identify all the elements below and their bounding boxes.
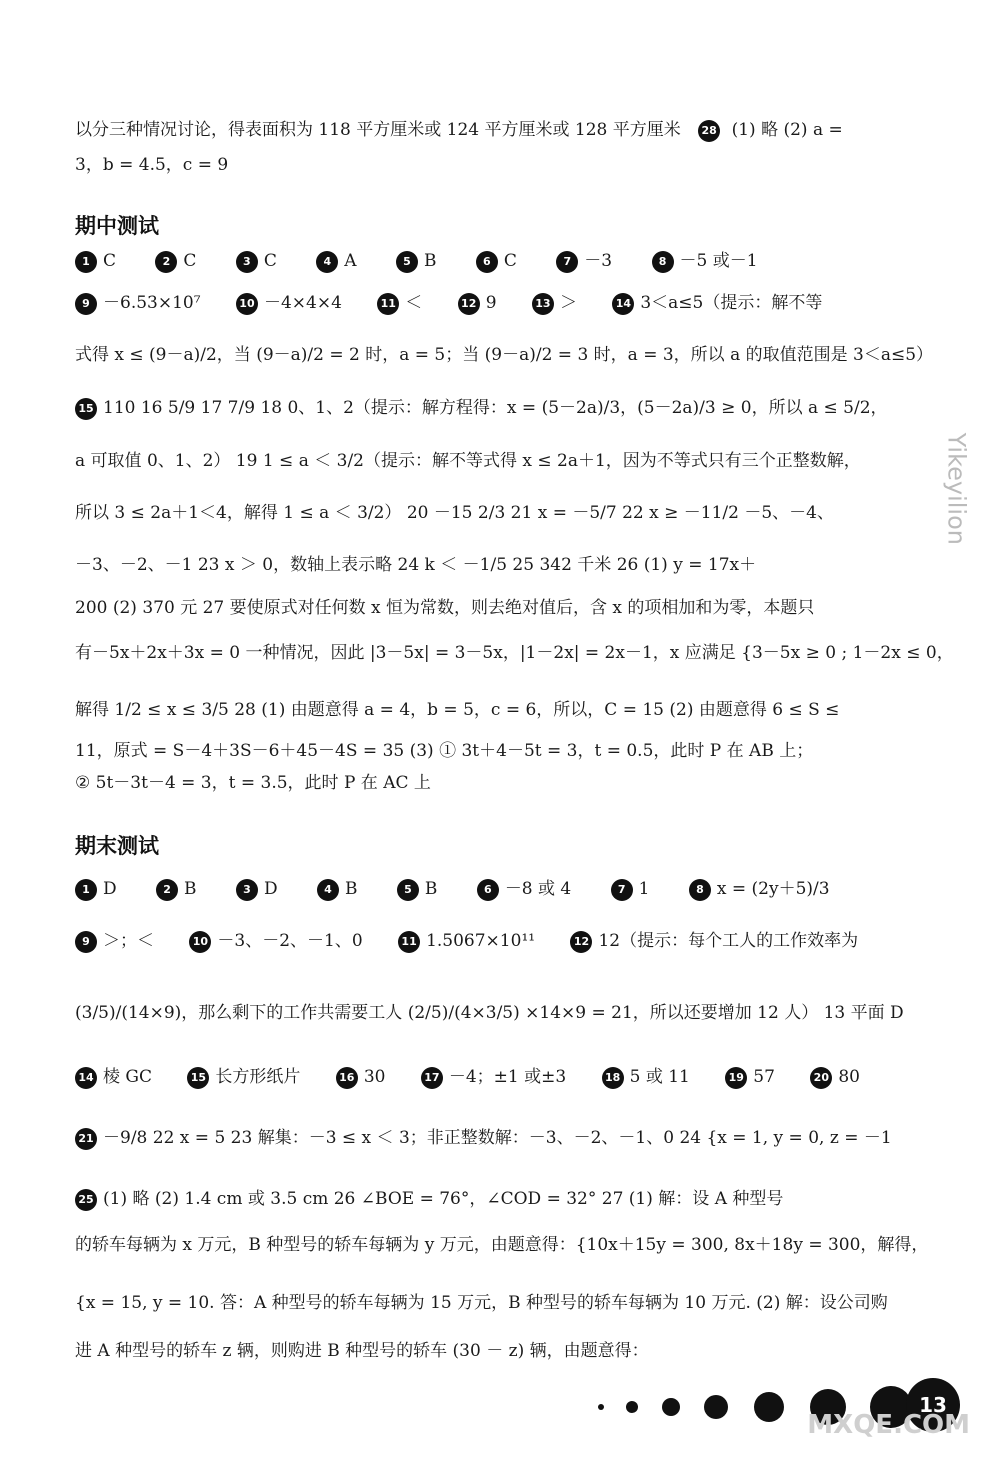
final-line-6	[75, 1186, 905, 1212]
footer-dot	[598, 1404, 604, 1410]
answer-text: 9	[485, 293, 497, 313]
answer-item	[396, 251, 437, 271]
answer-text: 57	[753, 1067, 775, 1087]
section-title-final: 期末测试	[75, 834, 159, 858]
answer-text: 棱 GC	[103, 1067, 152, 1087]
answer-item	[397, 879, 438, 899]
answer-item	[75, 931, 154, 951]
question-number-badge: 9	[75, 293, 97, 315]
question-number-badge: 7	[556, 251, 578, 273]
intro-text-1: 以分三种情况讨论，得表面积为 118 平方厘米或 124 平方厘米或 128 平方厘米	[75, 120, 681, 140]
answer-item	[556, 251, 612, 271]
question-number-badge: 2	[156, 879, 178, 901]
question-number-badge: 13	[532, 293, 554, 315]
question-number-badge: 25	[75, 1189, 97, 1211]
answer-item	[421, 1067, 566, 1087]
answer-item	[377, 293, 422, 313]
mid-line-4	[75, 395, 905, 421]
question-number-badge: 9	[75, 931, 97, 953]
answer-text: C	[503, 251, 517, 271]
answer-text: 1.5067×10¹¹	[426, 931, 536, 951]
mid-answers-row-1	[75, 248, 905, 274]
answer-text: ＞；＜	[103, 931, 154, 951]
final-answers-row-4	[75, 1064, 905, 1090]
question-number-badge: 15	[187, 1067, 209, 1089]
question-number-badge: 8	[652, 251, 674, 273]
answer-item	[155, 251, 196, 271]
question-number-badge: 6	[476, 251, 498, 273]
final-answers-row-1	[75, 876, 905, 902]
answer-item	[532, 293, 577, 313]
mid-line-5: a 可取值 0、1、2） 19 1 ≤ a ＜ 3/2（提示：解不等式得 x ≤ 2a＋1，因为不等式只有三个正整数解，	[75, 451, 861, 471]
question-number-badge: 4	[316, 251, 338, 273]
answer-text: B	[423, 251, 437, 271]
final-text-6: (1) 略 (2) 1.4 cm 或 3.5 cm 26 ∠BOE = 76°，∠COD = 32° 27 (1) 解：设 A 种型号	[103, 1189, 784, 1209]
side-watermark: Yikeyilion	[942, 432, 970, 545]
answer-item	[602, 1067, 690, 1087]
answer-text: 80	[838, 1067, 860, 1087]
mid-line-8: 200 (2) 370 元 27 要使原式对任何数 x 恒为常数，则去绝对值后，含 x 的项相加和为零，本题只	[75, 598, 815, 618]
footer-dot	[626, 1401, 638, 1413]
answer-item	[398, 931, 535, 951]
final-line-9: 进 A 种型号的轿车 z 辆，则购进 B 种型号的轿车 (30 － z) 辆，由题意得：	[75, 1341, 649, 1361]
question-number-badge: 20	[810, 1067, 832, 1089]
mid-line-7: －3、－2、－1 23 x ＞ 0，数轴上表示略 24 k ＜ －1/5 25 342 千米 26 (1) y = 17x＋	[75, 555, 757, 575]
answer-text: －4×4×4	[263, 293, 342, 313]
question-number-badge: 3	[236, 251, 258, 273]
mid-line-11: 11，原式 = S－4＋3S－6＋45－4S = 35 (3) ① 3t＋4－5t = 3，t = 0.5，此时 P 在 AB 上；	[75, 741, 814, 761]
answer-item	[477, 879, 571, 899]
answer-text: －3	[584, 251, 613, 271]
answer-text: －4；±1 或±3	[448, 1067, 567, 1087]
footer-dot	[754, 1392, 784, 1422]
answer-text: 30	[363, 1067, 386, 1087]
answer-item	[75, 1067, 152, 1087]
answer-text: B	[424, 879, 438, 899]
question-number-badge: 11	[398, 931, 420, 953]
answer-text: －8 或 4	[504, 879, 572, 899]
answer-item	[236, 879, 278, 899]
answer-item	[725, 1067, 775, 1087]
answer-item	[316, 251, 356, 271]
question-number-badge: 14	[612, 293, 634, 315]
answer-text: C	[263, 251, 277, 271]
answer-text: A	[344, 251, 357, 271]
question-number-badge: 12	[458, 293, 480, 315]
answer-item	[75, 293, 201, 313]
intro-line-2: 3，b = 4.5，c = 9	[75, 155, 229, 175]
answer-text: －6.53×10⁷	[103, 293, 201, 313]
answer-text: ＜	[405, 293, 423, 313]
question-number-badge: 1	[75, 879, 97, 901]
question-number-badge: 10	[189, 931, 211, 953]
intro-text-1b: (1) 略 (2) a =	[731, 120, 843, 140]
answer-text: B	[345, 879, 358, 899]
final-answers-row-2	[75, 928, 905, 954]
answer-text: 长方形纸片	[215, 1067, 301, 1087]
question-number-badge: 19	[725, 1067, 747, 1089]
question-number-badge: 21	[75, 1128, 97, 1150]
mid-line-9: 有－5x＋2x＋3x = 0 一种情况，因此 |3－5x| = 3－5x，|1－2x| = 2x－1，x 应满足 {3－5x ≥ 0 ; 1－2x ≤ 0，	[75, 643, 954, 663]
final-line-5	[75, 1125, 905, 1151]
answer-text: 5 或 11	[629, 1067, 690, 1087]
answer-item	[611, 879, 650, 899]
answer-item	[189, 931, 362, 951]
answer-item	[652, 251, 758, 271]
answer-item	[612, 293, 822, 313]
answer-text: 12（提示：每个工人的工作效率为	[598, 931, 859, 951]
question-number-badge: 2	[155, 251, 177, 273]
intro-line-1	[75, 117, 905, 143]
question-number-badge: 11	[377, 293, 399, 315]
answer-text: C	[103, 251, 117, 271]
final-text-5: －9/8 22 x = 5 23 解集：－3 ≤ x ＜ 3；非正整数解：－3、－2、－1、0 24 {x = 1, y = 0, z = －1	[103, 1128, 892, 1148]
question-number-badge: 16	[336, 1067, 358, 1089]
question-number-badge: 10	[236, 293, 258, 315]
answer-item	[187, 1067, 300, 1087]
answer-item	[689, 879, 830, 899]
answer-item	[570, 931, 858, 951]
answer-text: －3、－2、－1、0	[217, 931, 363, 951]
mid-answers-row-2	[75, 290, 905, 316]
question-number-badge: 28	[698, 120, 720, 142]
answer-text: C	[183, 251, 197, 271]
footer-dot	[662, 1398, 680, 1416]
bottom-watermark: MXQE.COM	[807, 1410, 970, 1440]
mid-text-4: 110 16 5/9 17 7/9 18 0、1、2（提示：解方程得：x = (5－2a)/3，(5－2a)/3 ≥ 0，所以 a ≤ 5/2，	[103, 398, 888, 418]
answer-text: D	[263, 879, 278, 899]
mid-line-3: 式得 x ≤ (9－a)/2，当 (9－a)/2 = 2 时，a = 5；当 (9－a)/2 = 3 时，a = 3，所以 a 的取值范围是 3＜a≤5）	[75, 345, 934, 365]
answer-text: －5 或－1	[679, 251, 758, 271]
final-line-3: (3/5)/(14×9)，那么剩下的工作共需要工人 (2/5)/(4×3/5) ×14×9 = 21，所以还要增加 12 人） 13 平面 D	[75, 1003, 904, 1023]
page-number: 13	[906, 1378, 960, 1432]
question-number-badge: 15	[75, 398, 97, 420]
answer-text: 3＜a≤5（提示：解不等	[640, 293, 823, 313]
answer-item	[458, 293, 497, 313]
answer-item	[810, 1067, 860, 1087]
question-number-badge: 6	[477, 879, 499, 901]
answer-item	[236, 293, 342, 313]
answer-item	[156, 879, 197, 899]
question-number-badge: 1	[75, 251, 97, 273]
answer-item	[336, 1067, 386, 1087]
mid-line-6: 所以 3 ≤ 2a＋1＜4，解得 1 ≤ a ＜ 3/2） 20 －15 2/3 21 x = －5/7 22 x ≥ －11/2 －5、－4、	[75, 503, 834, 523]
question-number-badge: 4	[317, 879, 339, 901]
answer-item	[476, 251, 517, 271]
answer-item	[236, 251, 277, 271]
mid-line-12: ② 5t－3t－4 = 3，t = 3.5，此时 P 在 AC 上	[75, 773, 431, 793]
question-number-badge: 5	[397, 879, 419, 901]
question-number-badge: 14	[75, 1067, 97, 1089]
question-number-badge: 17	[421, 1067, 443, 1089]
answer-item	[317, 879, 358, 899]
footer-dot	[704, 1395, 728, 1419]
section-title-midterm: 期中测试	[75, 214, 159, 238]
answer-text: D	[103, 879, 117, 899]
question-number-badge: 7	[611, 879, 633, 901]
mid-line-10: 解得 1/2 ≤ x ≤ 3/5 28 (1) 由题意得 a = 4，b = 5，c = 6，所以，C = 15 (2) 由题意得 6 ≤ S ≤	[75, 700, 840, 720]
question-number-badge: 3	[236, 879, 258, 901]
answer-text: B	[184, 879, 197, 899]
answer-item	[75, 251, 116, 271]
answer-text: x = (2y＋5)/3	[716, 879, 830, 899]
answer-item	[75, 879, 117, 899]
question-number-badge: 18	[602, 1067, 624, 1089]
question-number-badge: 8	[689, 879, 711, 901]
final-line-8: {x = 15, y = 10. 答：A 种型号的轿车每辆为 15 万元，B 种型号的轿车每辆为 10 万元. (2) 解：设公司购	[75, 1293, 888, 1313]
final-line-7: 的轿车每辆为 x 万元，B 种型号的轿车每辆为 y 万元，由题意得：{10x＋15y = 300, 8x＋18y = 300，解得，	[75, 1235, 929, 1255]
answer-text: 1	[638, 879, 650, 899]
question-number-badge: 12	[570, 931, 592, 953]
question-number-badge: 5	[396, 251, 418, 273]
answer-text: ＞	[559, 293, 577, 313]
